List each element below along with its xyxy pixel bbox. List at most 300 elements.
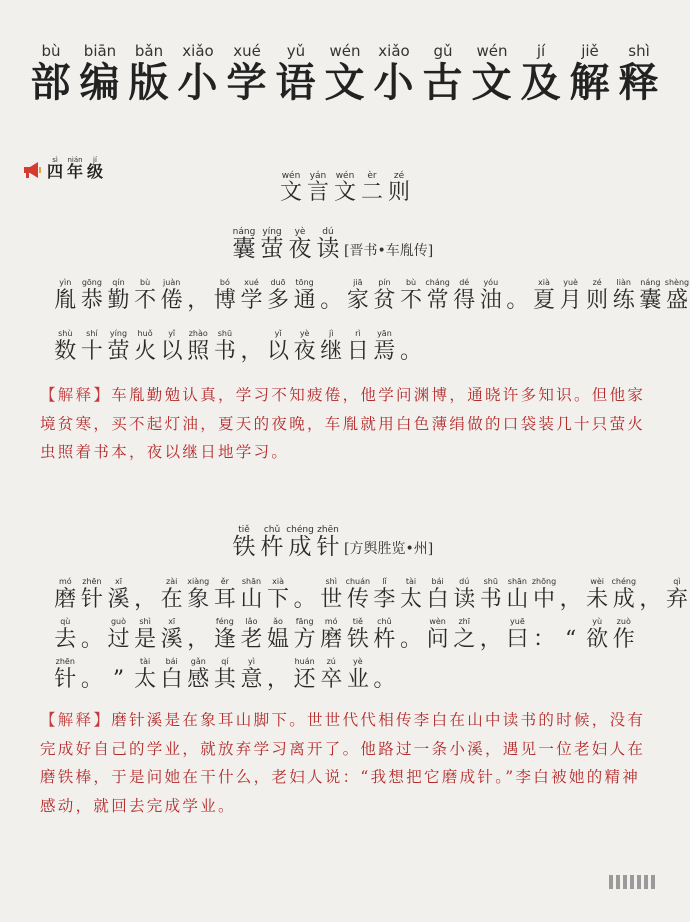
ruby-char	[105, 279, 132, 312]
ruby-char	[664, 578, 690, 611]
story-title-char	[258, 228, 286, 262]
hanzi: 盛	[665, 288, 688, 313]
pinyin: zhēn	[55, 657, 75, 666]
title-char	[419, 44, 468, 104]
hanzi: 语	[275, 58, 317, 106]
ruby-char	[584, 279, 611, 312]
hanzi: 是	[134, 627, 157, 652]
pinyin: bó	[219, 278, 230, 287]
pinyin: féng	[215, 617, 234, 626]
pinyin: shèng	[664, 278, 690, 287]
title-char	[174, 44, 223, 104]
title-char	[76, 44, 125, 104]
ruby-char	[345, 658, 372, 691]
story-title-char	[286, 526, 314, 560]
ruby-char	[212, 330, 239, 363]
pinyin: shān	[241, 577, 262, 586]
hanzi: 太	[400, 587, 423, 612]
hanzi: 。	[400, 627, 423, 652]
pinyin: yè	[299, 329, 310, 338]
hanzi: 之	[453, 627, 476, 652]
hanzi: 成	[288, 534, 312, 561]
hanzi: 则	[387, 180, 410, 206]
pinyin: cháng	[425, 278, 450, 287]
hanzi: 作	[612, 627, 635, 652]
pinyin: yìn	[59, 278, 72, 287]
ruby-char	[371, 578, 398, 611]
ruby-char	[52, 330, 79, 363]
pinyin: mó	[324, 617, 338, 626]
section-char	[278, 172, 305, 205]
section-char	[305, 172, 332, 205]
story-title-1	[230, 228, 433, 262]
section-char	[332, 172, 359, 205]
ruby-char	[637, 279, 664, 312]
pinyin: zú	[326, 657, 336, 666]
pinyin: yǔ	[286, 42, 306, 60]
story-title-2	[230, 526, 433, 560]
ruby-char	[504, 578, 531, 611]
hanzi: 释	[618, 58, 660, 106]
pinyin: bù	[405, 278, 417, 287]
hanzi: ，	[267, 667, 290, 692]
ruby-char	[637, 578, 664, 611]
hanzi: 贫	[373, 288, 396, 313]
hanzi: 溪	[160, 627, 183, 652]
pinyin: zhēn	[317, 525, 339, 535]
hanzi: 意	[240, 667, 263, 692]
pinyin: rì	[355, 329, 361, 338]
ruby-char	[584, 618, 611, 651]
pinyin: shí	[86, 329, 98, 338]
ruby-char	[451, 618, 478, 651]
ruby-char	[105, 330, 132, 363]
hanzi: 。	[373, 667, 396, 692]
ruby-char	[79, 330, 106, 363]
hanzi: 还	[293, 667, 316, 692]
story-text-line	[52, 578, 690, 611]
hanzi: 文	[324, 58, 366, 106]
hanzi: 火	[134, 339, 157, 364]
pinyin: xiǎo	[182, 42, 214, 60]
ruby-char	[584, 578, 611, 611]
hanzi: 多	[267, 288, 290, 313]
pinyin: bái	[165, 657, 178, 666]
pinyin: chǔ	[377, 617, 392, 626]
pinyin: náng	[640, 278, 661, 287]
story-title-char	[314, 526, 342, 560]
hanzi: 文	[471, 58, 513, 106]
ruby-char	[238, 658, 265, 691]
pinyin: nián	[67, 156, 83, 164]
pinyin: shù	[58, 329, 73, 338]
ruby-char	[158, 618, 185, 651]
hanzi: 油	[479, 288, 502, 313]
ruby-char	[132, 330, 159, 363]
hanzi: 月	[559, 288, 582, 313]
hanzi: 读	[453, 587, 476, 612]
hanzi: 编	[79, 58, 121, 106]
pinyin: bù	[140, 278, 151, 287]
ruby-char	[345, 279, 372, 312]
hanzi: 媪	[267, 627, 290, 652]
hanzi: 山	[240, 587, 263, 612]
ruby-char	[185, 330, 212, 363]
title-char	[125, 44, 174, 104]
pinyin: bǎn	[134, 42, 164, 60]
ruby-char	[265, 658, 292, 691]
pinyin: chéng	[611, 577, 637, 586]
pinyin: chéng	[286, 525, 314, 535]
title-char	[272, 44, 321, 104]
pinyin: lǐ	[382, 577, 387, 586]
pinyin: qín	[112, 278, 125, 287]
hanzi: 二	[360, 180, 383, 206]
pinyin: jiě	[581, 42, 599, 60]
hanzi: 数	[54, 339, 77, 364]
hanzi: 耳	[213, 587, 236, 612]
hanzi: 常	[426, 288, 449, 313]
pinyin: yù	[592, 617, 603, 626]
ruby-char	[185, 279, 212, 312]
ruby-char	[345, 578, 372, 611]
ruby-char	[557, 578, 584, 611]
hanzi: 恭	[80, 288, 103, 313]
hanzi: 杵	[260, 534, 284, 561]
title-char	[321, 44, 370, 104]
pinyin: liàn	[616, 278, 631, 287]
ruby-char	[610, 618, 637, 651]
pinyin: bái	[431, 577, 444, 586]
ruby-char	[185, 578, 212, 611]
hanzi: 小	[373, 58, 415, 106]
ruby-char	[478, 618, 505, 651]
hanzi: 象	[187, 587, 210, 612]
hanzi: 日	[346, 339, 369, 364]
hanzi: 成	[612, 587, 635, 612]
hanzi: 逢	[213, 627, 236, 652]
hanzi: 白	[160, 667, 183, 692]
pinyin: xiǎo	[378, 42, 410, 60]
pinyin: wén	[476, 42, 508, 60]
hanzi: 弃	[665, 587, 688, 612]
ruby-char	[478, 578, 505, 611]
pinyin: tài	[139, 657, 151, 666]
pinyin: xià	[538, 278, 550, 287]
pinyin: xiàng	[187, 577, 210, 586]
ruby-char	[238, 330, 265, 363]
story-explanation-1	[40, 381, 652, 467]
pinyin: mó	[58, 577, 72, 586]
ruby-char	[424, 618, 451, 651]
hanzi: 家	[346, 288, 369, 313]
explanation-tag: 【解释】	[40, 386, 112, 404]
ruby-char	[265, 279, 292, 312]
hanzi: 。	[293, 587, 316, 612]
hanzi: 欲	[586, 627, 609, 652]
pinyin: shì	[628, 42, 650, 60]
hanzi: 勤	[107, 288, 130, 313]
story-title-char	[286, 228, 314, 262]
ruby-char	[398, 578, 425, 611]
section-char	[359, 172, 386, 205]
ruby-char	[371, 618, 398, 651]
ruby-char	[52, 279, 79, 312]
ruby-char	[371, 279, 398, 312]
ruby-char	[132, 618, 159, 651]
title-char	[566, 44, 615, 104]
hanzi: ，	[187, 288, 210, 313]
hanzi: 练	[612, 288, 635, 313]
hanzi: 夜	[288, 236, 312, 263]
ruby-char	[557, 279, 584, 312]
hanzi: 古	[422, 58, 464, 106]
ruby-char	[504, 279, 531, 312]
hanzi: 学	[240, 288, 263, 313]
ruby-char	[610, 279, 637, 312]
hanzi: 。	[80, 667, 103, 692]
story-text-line	[52, 618, 637, 651]
ruby-char	[265, 330, 292, 363]
ruby-char	[318, 658, 345, 691]
pinyin: fāng	[295, 617, 314, 626]
pinyin: chuán	[345, 577, 371, 586]
ruby-char	[105, 618, 132, 651]
ruby-char	[79, 279, 106, 312]
ruby-char	[132, 658, 159, 691]
pinyin: guò	[110, 617, 126, 626]
ruby-char	[424, 578, 451, 611]
hanzi: 部	[30, 58, 72, 106]
ruby-char	[238, 618, 265, 651]
pinyin: zuò	[616, 617, 631, 626]
pinyin: yán	[309, 171, 327, 181]
hanzi: 传	[346, 587, 369, 612]
hanzi: “	[564, 627, 577, 652]
ruby-char	[531, 279, 558, 312]
pinyin: zé	[592, 278, 602, 287]
hanzi: 针	[80, 587, 103, 612]
hanzi: 版	[128, 58, 170, 106]
story-text-line	[52, 658, 398, 691]
ruby-char	[265, 618, 292, 651]
hanzi: 感	[187, 667, 210, 692]
ruby-char	[212, 578, 239, 611]
hanzi: 其	[213, 667, 236, 692]
ruby-char	[345, 618, 372, 651]
pinyin: pín	[378, 278, 391, 287]
hanzi: ：	[532, 627, 555, 652]
ruby-char	[79, 618, 106, 651]
title-char	[615, 44, 664, 104]
hanzi: 未	[586, 587, 609, 612]
hanzi: 问	[426, 627, 449, 652]
pinyin: tài	[405, 577, 417, 586]
ruby-char	[79, 658, 106, 691]
pinyin: yóu	[483, 278, 499, 287]
pinyin: lǎo	[245, 617, 258, 626]
hanzi: 世	[320, 587, 343, 612]
ruby-char	[371, 330, 398, 363]
pinyin: yuè	[563, 278, 578, 287]
hanzi: 针	[316, 534, 340, 561]
hanzi: 四	[46, 162, 63, 182]
hanzi: 得	[453, 288, 476, 313]
story-explanation-2	[40, 706, 652, 820]
pinyin: xué	[244, 278, 259, 287]
ruby-char	[158, 578, 185, 611]
title-char	[370, 44, 419, 104]
ruby-char	[318, 618, 345, 651]
hanzi: 针	[54, 667, 77, 692]
hanzi: 及	[520, 58, 562, 106]
pinyin: zài	[166, 577, 178, 586]
footer-marks	[609, 875, 655, 889]
pinyin: shū	[217, 329, 233, 338]
hanzi: 文	[333, 180, 356, 206]
pinyin: biān	[83, 42, 117, 60]
ruby-char	[212, 279, 239, 312]
title-char	[27, 44, 76, 104]
ruby-char	[238, 279, 265, 312]
ruby-char	[610, 578, 637, 611]
pinyin: yíng	[262, 227, 282, 237]
pinyin: jiā	[353, 278, 363, 287]
hanzi: 磨	[54, 587, 77, 612]
pinyin: wén	[281, 171, 301, 181]
ruby-char	[105, 578, 132, 611]
pinyin: gōng	[81, 278, 102, 287]
pinyin: náng	[232, 227, 256, 237]
pinyin: bù	[41, 42, 61, 60]
hanzi: 山	[506, 587, 529, 612]
ruby-char	[265, 578, 292, 611]
pinyin: xué	[233, 42, 261, 60]
pinyin: wén	[335, 171, 355, 181]
pinyin: qù	[60, 617, 71, 626]
ruby-char	[424, 279, 451, 312]
hanzi: 。	[320, 288, 343, 313]
pinyin: yè	[353, 657, 363, 666]
pinyin: dé	[459, 278, 470, 287]
ruby-char	[52, 578, 79, 611]
hanzi: 。	[80, 627, 103, 652]
ruby-char	[531, 578, 558, 611]
hanzi: 小	[177, 58, 219, 106]
hanzi: 卒	[320, 667, 343, 692]
hanzi: 以	[160, 339, 183, 364]
pinyin: zhào	[188, 329, 208, 338]
ruby-char	[291, 618, 318, 651]
pinyin: zé	[393, 171, 405, 181]
pinyin: ěr	[220, 577, 229, 586]
pinyin: huǒ	[137, 329, 153, 338]
hanzi: 白	[426, 587, 449, 612]
hanzi: ”	[112, 667, 125, 692]
hanzi: 学	[226, 58, 268, 106]
ruby-char	[52, 618, 79, 651]
ruby-char	[531, 618, 558, 651]
pinyin: xī	[115, 577, 122, 586]
pinyin: tiě	[352, 617, 363, 626]
hanzi: 铁	[232, 534, 256, 561]
pinyin: duō	[270, 278, 286, 287]
hanzi: ，	[240, 339, 263, 364]
pinyin: ǎo	[273, 617, 283, 626]
pinyin: zhēn	[82, 577, 102, 586]
hanzi: 李	[373, 587, 396, 612]
ruby-char	[185, 658, 212, 691]
hanzi: 过	[107, 627, 130, 652]
ruby-char	[504, 618, 531, 651]
pinyin: sì	[52, 156, 58, 164]
story-title-char	[230, 526, 258, 560]
title-char	[468, 44, 517, 104]
story-source-1: [晋书•车胤传]	[344, 242, 434, 259]
hanzi: 文	[279, 180, 302, 206]
hanzi: 倦	[160, 288, 183, 313]
hanzi: 夜	[293, 339, 316, 364]
hanzi: 年	[66, 162, 83, 182]
ruby-char	[398, 330, 425, 363]
pinyin: yǐ	[274, 329, 282, 338]
hanzi: 囊	[639, 288, 662, 313]
pinyin: yuē	[510, 617, 525, 626]
pinyin: xià	[272, 577, 284, 586]
pinyin: yì	[247, 657, 255, 666]
hanzi: 通	[293, 288, 316, 313]
hanzi: 老	[240, 627, 263, 652]
ruby-char	[291, 330, 318, 363]
hanzi: 焉	[373, 339, 396, 364]
hanzi: ，	[639, 587, 662, 612]
hanzi: 不	[134, 288, 157, 313]
ruby-char	[212, 658, 239, 691]
ruby-char	[318, 279, 345, 312]
ruby-char	[371, 658, 398, 691]
hanzi: 。	[400, 339, 423, 364]
ruby-char	[318, 330, 345, 363]
hanzi: 囊	[232, 236, 256, 263]
title-char	[517, 44, 566, 104]
pinyin: shì	[325, 577, 337, 586]
ruby-char	[557, 618, 584, 651]
hanzi: 以	[267, 339, 290, 364]
section-title	[0, 172, 690, 205]
ruby-char	[291, 279, 318, 312]
pinyin: zhōng	[531, 577, 557, 586]
pinyin: yè	[294, 227, 306, 237]
pinyin: juàn	[163, 278, 181, 287]
explanation-tag: 【解释】	[40, 711, 112, 729]
pinyin: chǔ	[263, 525, 281, 535]
ruby-char	[132, 279, 159, 312]
hanzi: 言	[306, 180, 329, 206]
pinyin: zhī	[458, 617, 470, 626]
pinyin: wèi	[590, 577, 605, 586]
pinyin: gǎn	[190, 657, 206, 666]
ruby-char	[185, 618, 212, 651]
ruby-char	[451, 578, 478, 611]
hanzi: 解	[569, 58, 611, 106]
pinyin: jí	[536, 42, 546, 60]
page-title	[0, 44, 690, 104]
pinyin: shān	[507, 577, 527, 586]
hanzi: 书	[213, 339, 236, 364]
pinyin: qì	[673, 577, 681, 586]
ruby-char	[238, 578, 265, 611]
ruby-char	[451, 279, 478, 312]
